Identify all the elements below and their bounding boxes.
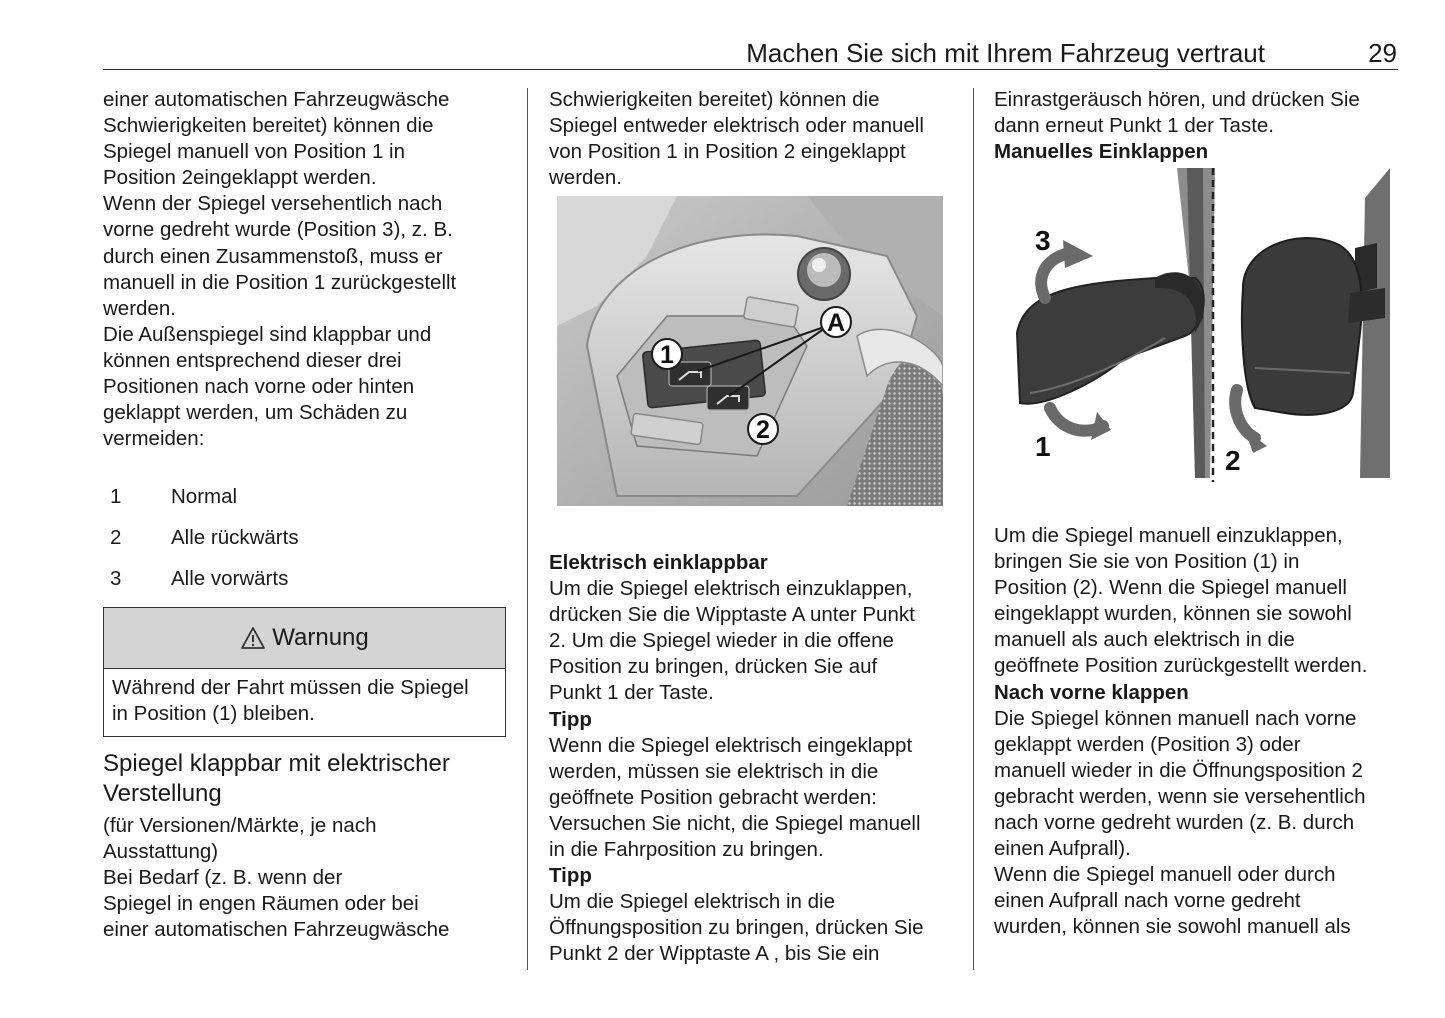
text-line: Um die Spiegel manuell einzuklappen,: [994, 524, 1343, 547]
text-line: (für Versionen/Märkte, je nach: [103, 814, 377, 837]
list-item-label: Normal: [171, 484, 238, 508]
text-line: Punkt 1 der Taste.: [549, 681, 714, 705]
column-3-bottom: [994, 523, 1404, 941]
text-line: 2. Um die Spiegel wieder in die offene: [549, 629, 894, 653]
figure-label-1: 1: [1035, 431, 1051, 462]
section-title: [103, 749, 503, 809]
column-2-bottom: [549, 550, 964, 968]
header-rule: [103, 69, 1398, 70]
text-line: einen Aufprall).: [994, 837, 1131, 861]
subheading: Tipp: [549, 707, 592, 731]
text-line: Positionen nach vorne oder hinten: [103, 375, 415, 399]
column-1: [103, 87, 513, 599]
figure-label-1: 1: [660, 341, 674, 369]
section-title-line: Verstellung: [103, 780, 222, 807]
column-1-tail: [103, 813, 503, 943]
text-line: vorne gedreht wurde (Position 3), z. B.: [103, 218, 453, 242]
subheading: Tipp: [549, 864, 592, 888]
warning-line: in Position (1) bleiben.: [112, 702, 315, 725]
warning-line: Während der Fahrt müssen die Spiegel: [112, 676, 469, 699]
section-title-line: Spiegel klappbar mit elektrischer: [103, 750, 450, 777]
figure-label-3: 3: [1035, 225, 1051, 256]
column-3-top: [994, 87, 1399, 165]
text-line: Um die Spiegel elektrisch in die: [549, 890, 835, 914]
list-item: [103, 558, 513, 599]
text-line: Bei Bedarf (z. B. wenn der: [103, 866, 343, 890]
text-line: Spiegel manuell von Position 1 in: [103, 140, 405, 164]
text-line: Einrastgeräusch hören, und drücken Sie: [994, 88, 1360, 111]
text-line: Position 2eingeklappt werden.: [103, 166, 377, 190]
text-line: drücken Sie die Wipptaste A unter Punkt: [549, 603, 915, 627]
position-list: [103, 476, 513, 599]
page-header-title: Machen Sie sich mit Ihrem Fahrzeug vertraut: [746, 38, 1265, 68]
text-line: gebracht werden, wenn sie versehentlich: [994, 784, 1366, 808]
text-line: wurden, können sie sowohl manuell als: [994, 915, 1351, 939]
warning-triangle-icon: [240, 626, 266, 650]
text-line: geöffnete Position gebracht werden:: [549, 785, 877, 809]
list-item: [103, 476, 513, 517]
warning-header: [104, 608, 505, 669]
text-line: Position zu bringen, drücken Sie auf: [549, 655, 878, 679]
text-line: manuell in die Position 1 zurückgestellt: [103, 270, 457, 294]
figure-label-2: 2: [756, 416, 770, 444]
text-line: manuell als auch elektrisch in die: [994, 628, 1295, 652]
text-line: geklappt werden (Position 3) oder: [994, 732, 1301, 756]
warning-box: [103, 607, 506, 737]
subheading: Manuelles Einklappen: [994, 140, 1209, 164]
text-line: Position (2). Wenn die Spiegel manuell: [994, 576, 1347, 600]
text-line: werden, müssen sie elektrisch in die: [549, 759, 879, 783]
text-line: eingeklappt wurden, können sie sowohl: [994, 602, 1352, 626]
text-line: werden.: [549, 166, 622, 190]
column-2-top: [549, 87, 959, 191]
text-line: geklappt werden, um Schäden zu: [103, 401, 408, 425]
text-line: vermeiden:: [103, 427, 205, 451]
text-line: werden.: [103, 296, 176, 320]
column-divider-1: [527, 88, 528, 970]
text-line: Schwierigkeiten bereitet) können die: [549, 88, 880, 111]
text-line: Die Spiegel können manuell nach vorne: [994, 706, 1357, 730]
text-line: einer automatischen Fahrzeugwäsche: [103, 918, 450, 942]
warning-title: Warnung: [272, 624, 369, 651]
text-line: Spiegel in engen Räumen oder bei: [103, 892, 419, 916]
text-line: einer automatischen Fahrzeugwäsche: [103, 88, 450, 111]
list-item: [103, 517, 513, 558]
text-line: Spiegel entweder elektrisch oder manuell: [549, 114, 924, 138]
door-panel-mirror-switch-figure: [557, 196, 943, 506]
figure-label-a: A: [826, 309, 846, 337]
figure-label-2: 2: [1225, 445, 1241, 476]
text-line: in die Fahrposition zu bringen.: [549, 838, 824, 862]
text-line: Wenn die Spiegel manuell oder durch: [994, 863, 1336, 887]
text-line: durch einen Zusammenstoß, muss er: [103, 244, 443, 268]
page-number: 29: [1368, 38, 1397, 68]
text-line: manuell wieder in die Öffnungsposition 2: [994, 758, 1363, 782]
mirror-folding-figure: [1005, 168, 1390, 482]
subheading: Elektrisch einklappbar: [549, 551, 768, 574]
text-line: Punkt 2 der Wipptaste A , bis Sie ein: [549, 942, 880, 966]
text-line: bringen Sie sie von Position (1) in: [994, 550, 1300, 574]
list-item-label: Alle rückwärts: [171, 525, 299, 549]
text-line: von Position 1 in Position 2 eingeklappt: [549, 140, 906, 164]
text-line: Öffnungsposition zu bringen, drücken Sie: [549, 916, 924, 940]
list-item-number: 1: [110, 484, 122, 508]
list-item-number: 2: [110, 525, 122, 549]
warning-body: [104, 669, 505, 733]
text-line: Versuchen Sie nicht, die Spiegel manuell: [549, 811, 921, 835]
text-line: geöffnete Position zurückgestellt werden.: [994, 654, 1368, 678]
text-line: dann erneut Punkt 1 der Taste.: [994, 114, 1274, 138]
list-item-number: 3: [110, 566, 122, 590]
text-line: Wenn der Spiegel versehentlich nach: [103, 192, 443, 216]
text-line: können entsprechend dieser drei: [103, 348, 402, 372]
column-divider-2: [973, 88, 974, 970]
text-line: einen Aufprall nach vorne gedreht: [994, 889, 1301, 913]
text-line: Um die Spiegel elektrisch einzuklappen,: [549, 577, 913, 601]
text-line: Ausstattung): [103, 840, 219, 864]
list-item-label: Alle vorwärts: [171, 566, 289, 590]
text-line: Schwierigkeiten bereitet) können die: [103, 114, 434, 138]
text-line: Die Außenspiegel sind klappbar und: [103, 322, 432, 346]
subheading: Nach vorne klappen: [994, 680, 1189, 704]
text-line: Wenn die Spiegel elektrisch eingeklappt: [549, 733, 913, 757]
text-line: nach vorne gedreht wurden (z. B. durch: [994, 811, 1355, 835]
